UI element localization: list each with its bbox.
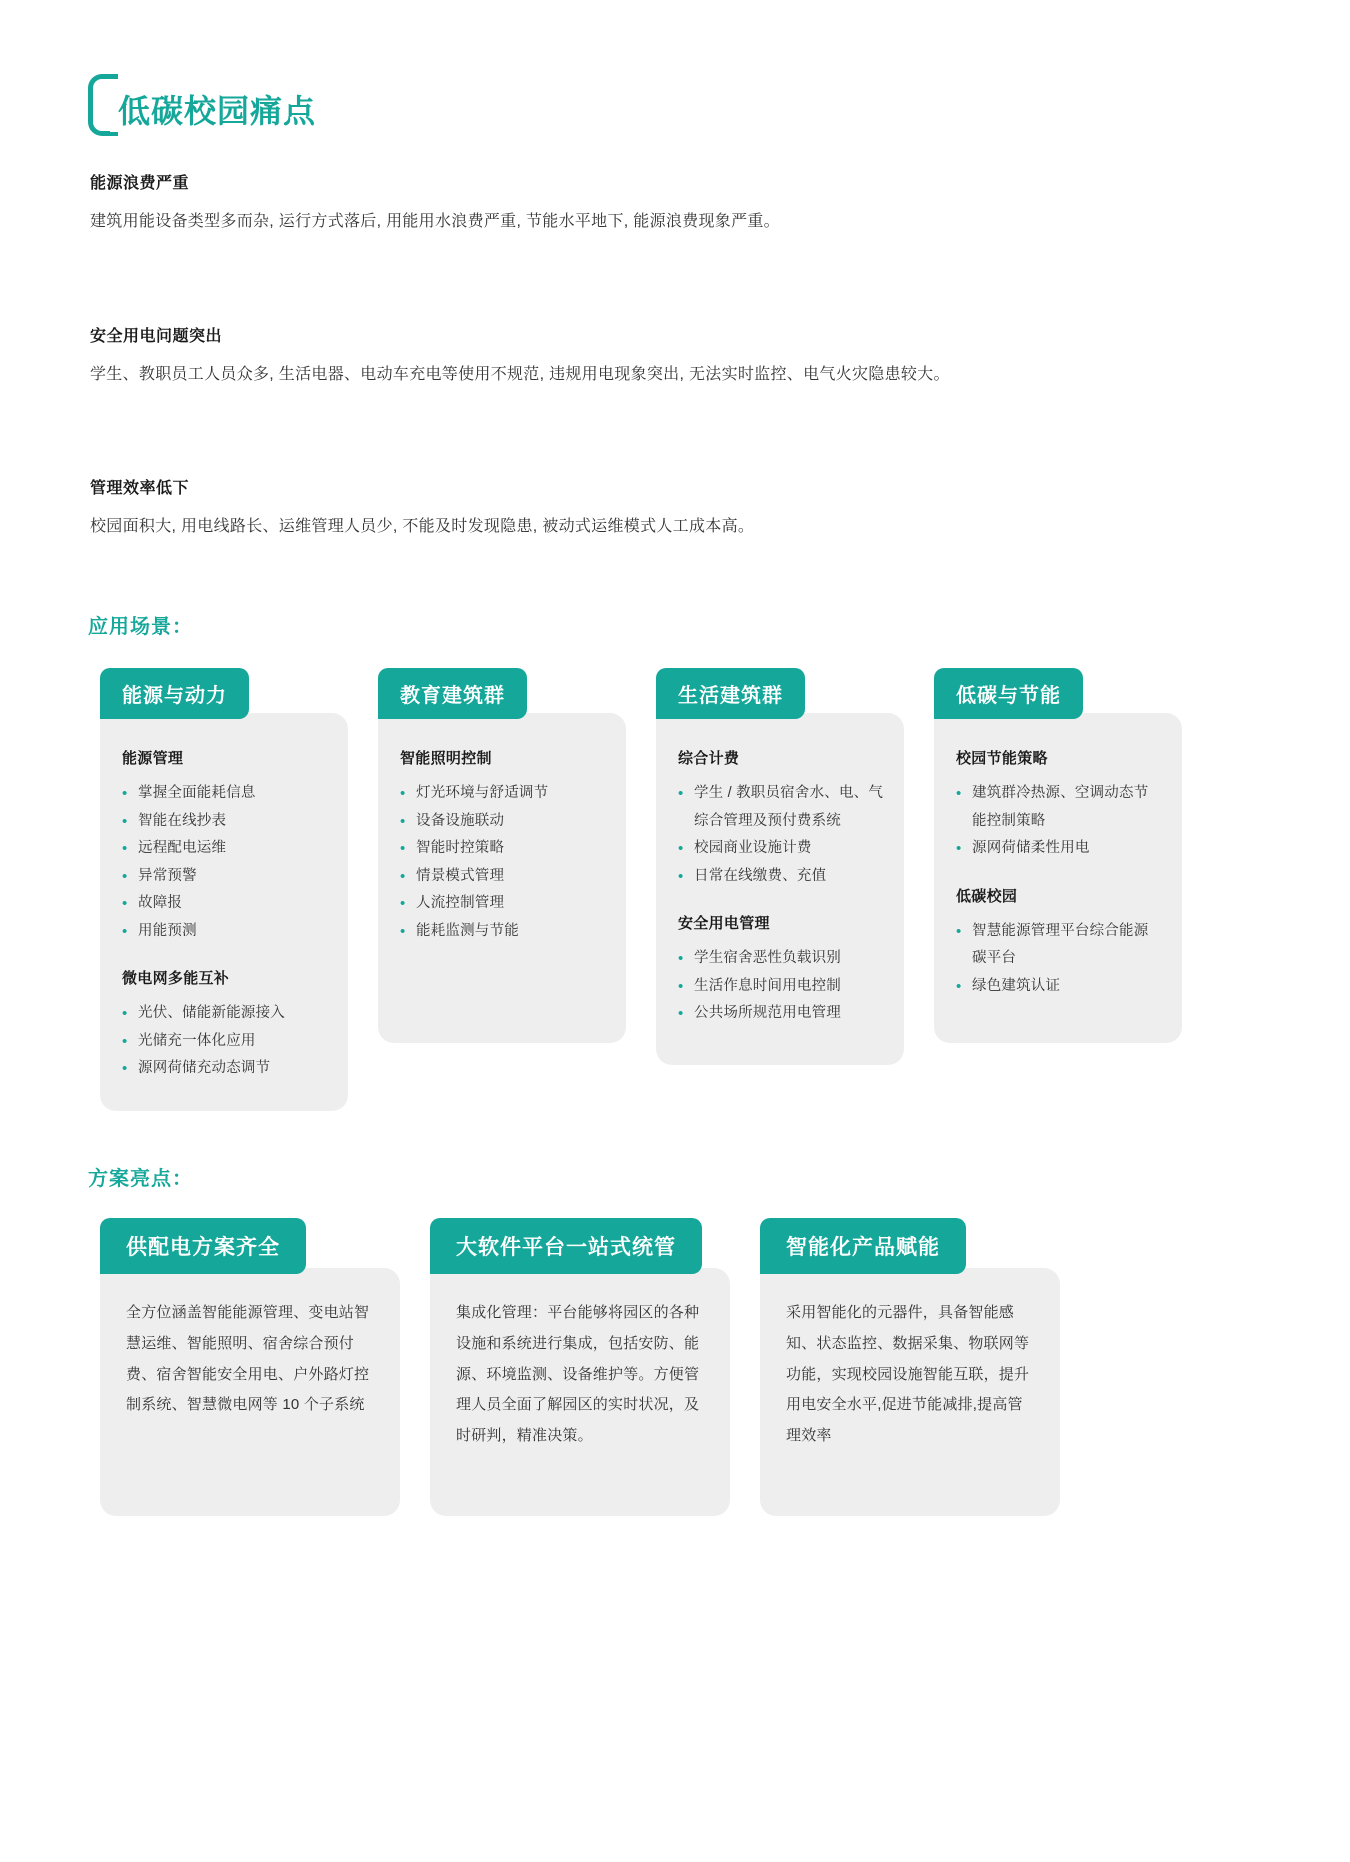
bullet-list: [956, 780, 1162, 863]
list-item: • 生活作息时间用电控制: [678, 973, 884, 1001]
bullet-list: [678, 945, 884, 1028]
painpoint-item: [90, 170, 1270, 235]
list-item: • 设备设施联动: [400, 808, 606, 836]
list-item: • 光伏、储能新能源接入: [122, 1000, 328, 1028]
painpoint-description: 建筑用能设备类型多而杂, 运行方式落后, 用能用水浪费严重, 节能水平地下, 能源浪费现象严重。: [90, 213, 780, 230]
scenario-card-education-buildings: [378, 668, 626, 1111]
scenario-card-title: 低碳与节能: [934, 668, 1083, 719]
highlight-card-smart-products: [760, 1218, 1060, 1516]
list-item: • 情景模式管理: [400, 863, 606, 891]
list-item: • 光储充一体化应用: [122, 1028, 328, 1056]
group-heading: 低碳校园: [956, 887, 1018, 905]
page-header: [88, 72, 316, 136]
painpoint-item: [90, 475, 1270, 540]
scenario-card-body: [100, 713, 348, 1111]
highlight-card-power-distribution: [100, 1218, 400, 1516]
painpoint-item: [90, 323, 1270, 388]
bullet-list: [122, 780, 328, 945]
painpoint-title: 管理效率低下: [90, 480, 190, 498]
list-item: • 学生 / 教职员宿舍水、电、气综合管理及预付费系统: [678, 780, 884, 835]
list-item: • 源网荷储柔性用电: [956, 835, 1162, 863]
list-item: • 校园商业设施计费: [678, 835, 884, 863]
group-heading: 能源管理: [122, 750, 184, 767]
highlight-card-body: 集成化管理：平台能够将园区的各种设施和系统进行集成，包括安防、能源、环境监测、设备维护等。方便管理人员全面了解园区的实时状况，及时研判，精准决策。: [430, 1268, 730, 1516]
list-item: • 智慧能源管理平台综合能源碳平台: [956, 918, 1162, 973]
highlight-card-body: 采用智能化的元器件，具备智能感知、状态监控、数据采集、物联网等功能，实现校园设施智能互联，提升用电安全水平,促进节能减排,提高管理效率: [760, 1268, 1060, 1516]
group-heading: 安全用电管理: [678, 915, 770, 933]
section-label-highlights: 方案亮点：: [88, 1168, 193, 1190]
scenario-card-body: [378, 713, 626, 1043]
list-item: • 能耗监测与节能: [400, 918, 606, 946]
scenario-card-lowcarbon-saving: [934, 668, 1182, 1111]
scenario-card-body: [656, 713, 904, 1065]
list-item: • 灯光环境与舒适调节: [400, 780, 606, 808]
scenario-card-living-buildings: [656, 668, 904, 1111]
list-item: • 公共场所规范用电管理: [678, 1000, 884, 1028]
scenario-card-body: [934, 713, 1182, 1043]
highlight-card-title: 智能化产品赋能: [760, 1218, 966, 1274]
painpoint-description: 学生、教职员工人员众多, 生活电器、电动车充电等使用不规范, 违规用电现象突出, 无法实时监控、电气火灾隐患较大。: [90, 365, 950, 383]
highlight-card-title: 供配电方案齐全: [100, 1218, 306, 1274]
painpoint-title: 安全用电问题突出: [90, 327, 223, 345]
painpoint-list: [90, 170, 1270, 628]
highlight-card-title: 大软件平台一站式统管: [430, 1218, 702, 1274]
list-item: • 用能预测: [122, 918, 328, 946]
highlight-card-software-platform: [430, 1218, 730, 1516]
scenario-card-group: [100, 668, 1182, 1111]
scenario-card-title: 教育建筑群: [378, 668, 527, 719]
list-item: • 学生宿舍恶性负载识别: [678, 945, 884, 973]
list-item: • 异常预警: [122, 863, 328, 891]
painpoint-description: 校园面积大, 用电线路长、运维管理人员少, 不能及时发现隐患, 被动式运维模式人工成本高。: [90, 518, 755, 536]
page-title: 低碳校园痛点: [110, 86, 316, 132]
list-item: • 掌握全面能耗信息: [122, 780, 328, 808]
group-heading: 智能照明控制: [400, 750, 492, 767]
painpoint-title: 能源浪费严重: [90, 175, 190, 192]
bullet-list: [956, 918, 1162, 1001]
list-item: • 智能时控策略: [400, 835, 606, 863]
bullet-list: [400, 780, 606, 945]
scenario-card-title: 能源与动力: [100, 668, 249, 719]
bullet-list: [122, 1000, 328, 1083]
list-item: • 建筑群冷热源、空调动态节能控制策略: [956, 780, 1162, 835]
group-heading: 微电网多能互补: [122, 970, 230, 988]
highlight-card-group: [100, 1218, 1060, 1516]
list-item: • 源网荷储充动态调节: [122, 1055, 328, 1083]
highlight-card-body: 全方位涵盖智能能源管理、变电站智慧运维、智能照明、宿舍综合预付费、宿舍智能安全用电、户外路灯控制系统、智慧微电网等 10 个子系统: [100, 1268, 400, 1516]
bullet-list: [678, 780, 884, 890]
list-item: • 智能在线抄表: [122, 808, 328, 836]
list-item: • 故障报: [122, 890, 328, 918]
group-heading: 综合计费: [678, 750, 740, 767]
list-item: • 远程配电运维: [122, 835, 328, 863]
scenario-card-title: 生活建筑群: [656, 668, 805, 719]
list-item: • 人流控制管理: [400, 890, 606, 918]
list-item: • 日常在线缴费、充值: [678, 863, 884, 891]
section-label-scenes: 应用场景：: [88, 616, 193, 638]
list-item: • 绿色建筑认证: [956, 973, 1162, 1001]
scenario-card-energy-power: [100, 668, 348, 1111]
group-heading: 校园节能策略: [956, 750, 1048, 767]
